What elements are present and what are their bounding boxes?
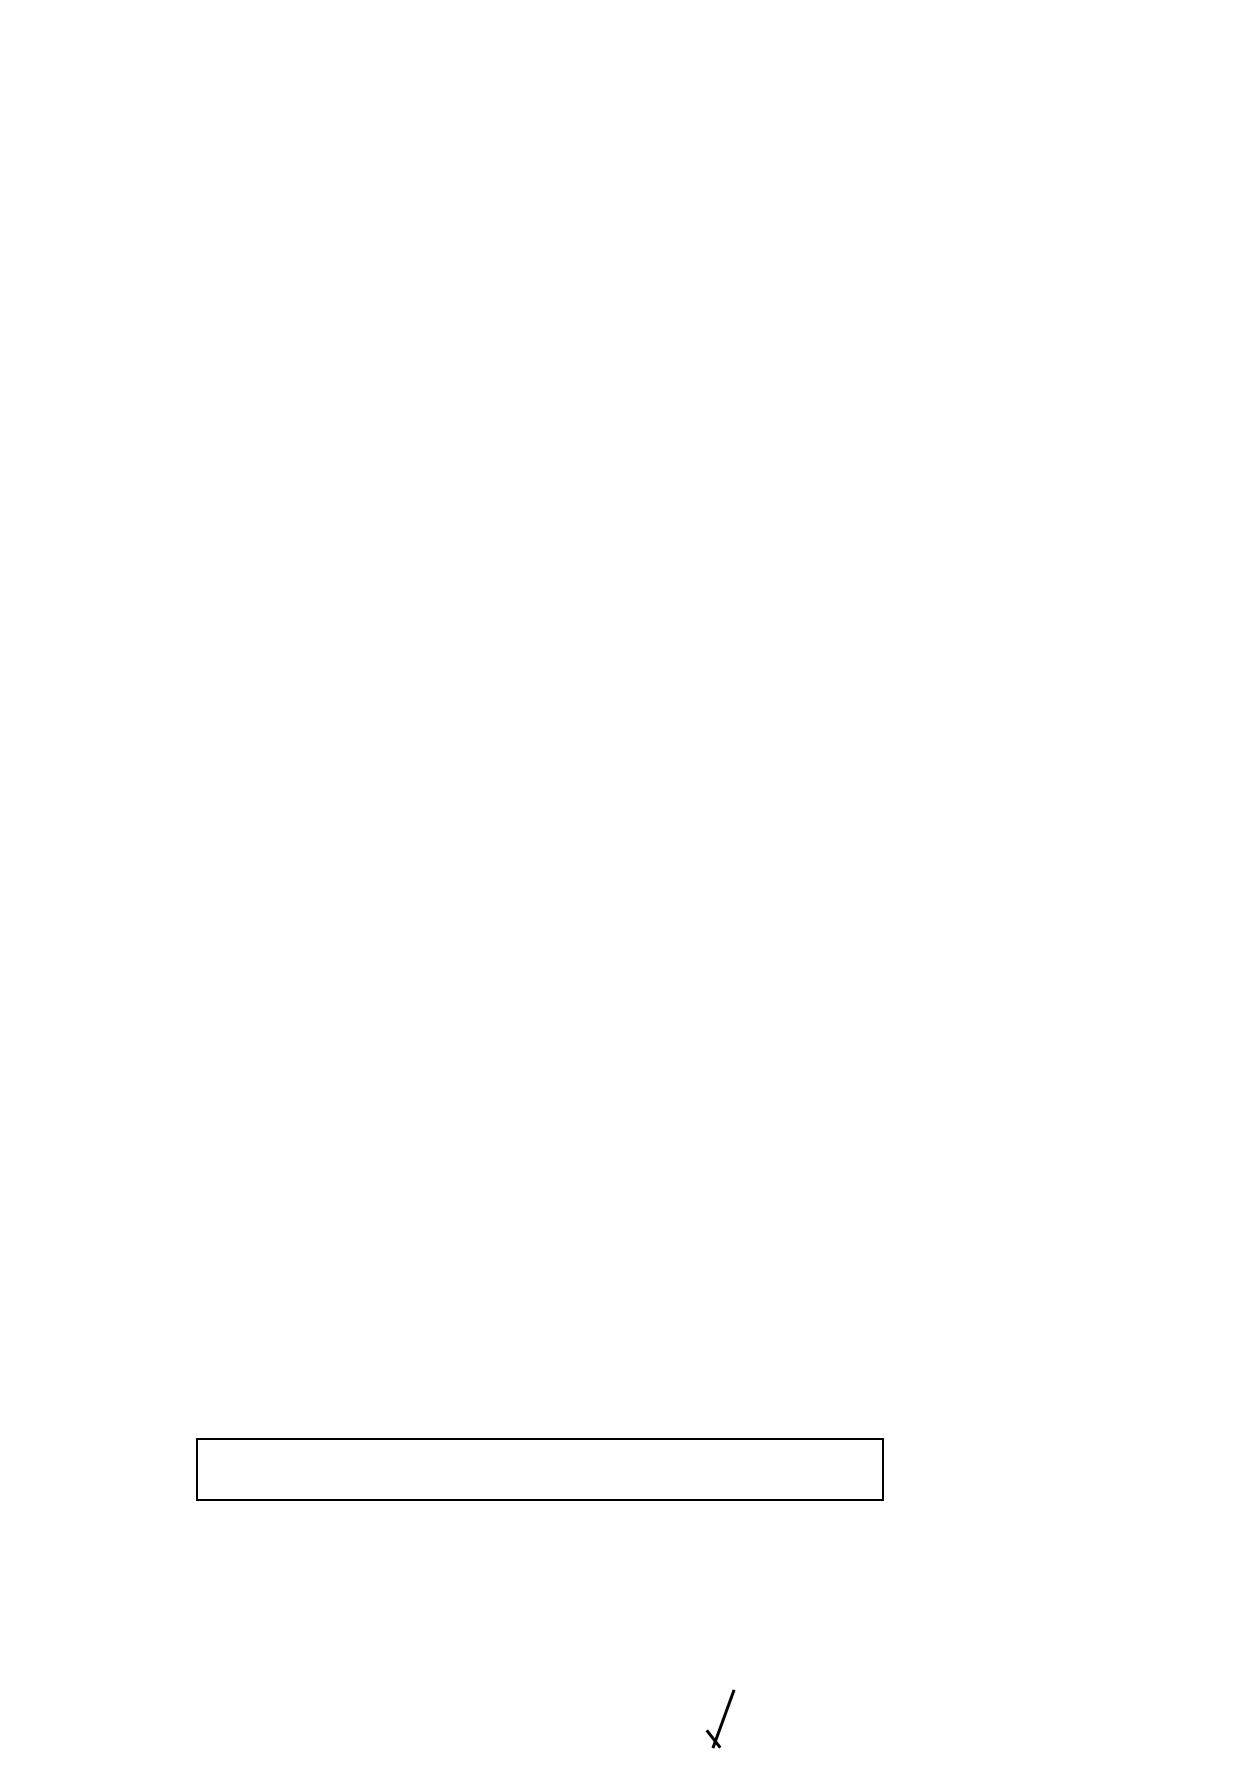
part-two-banner-box — [196, 1438, 884, 1501]
